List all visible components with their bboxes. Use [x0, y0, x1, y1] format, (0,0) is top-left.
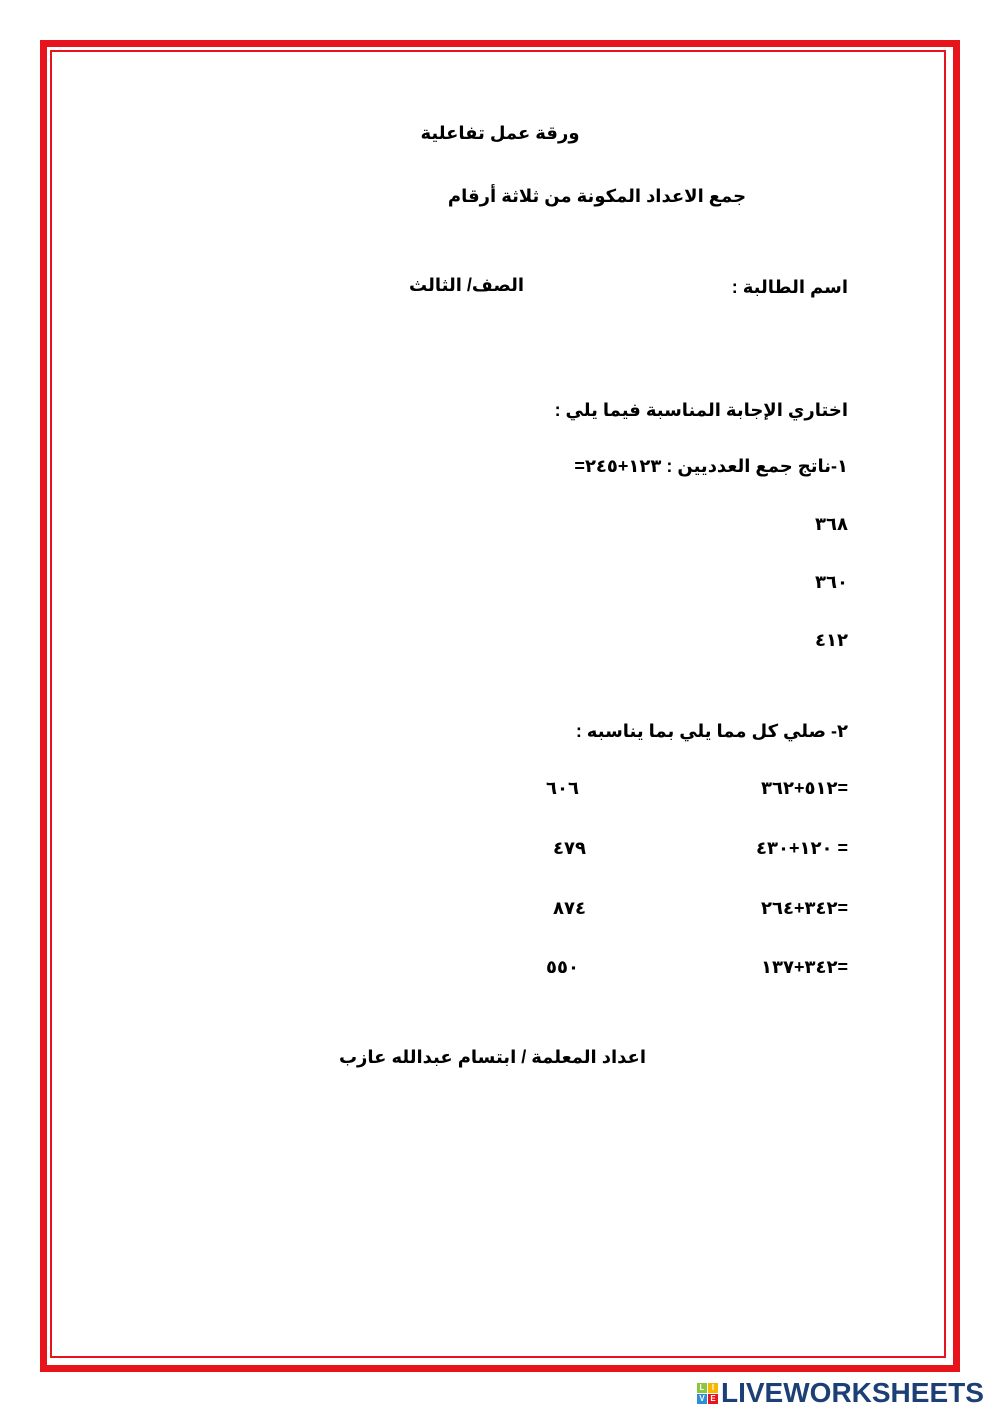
logo-block: V [697, 1394, 707, 1404]
logo-block: L [697, 1383, 707, 1393]
logo-block: I [708, 1383, 718, 1393]
page-border-inner [50, 50, 946, 1358]
q1-option[interactable]: ٣٦٨ [815, 514, 848, 534]
teacher-credit: اعداد المعلمة / ابتسام عبدالله عازب [338, 1047, 646, 1067]
match-left-item[interactable]: =٣٤٢+١٣٧ [761, 957, 848, 977]
student-name-label: اسم الطالبة : [731, 277, 848, 297]
worksheet-title: ورقة عمل تفاعلية [420, 123, 580, 143]
q2-instruction: ٢- صلي كل مما يلي بما يناسبه : [575, 721, 848, 741]
q1-question: ١-ناتج جمع العدديين : ١٢٣+٢٤٥= [574, 456, 848, 476]
liveworksheets-logo [697, 1378, 984, 1408]
worksheet-subtitle: جمع الاعداد المكونة من ثلاثة أرقام [447, 186, 747, 206]
q1-option[interactable]: ٣٦٠ [815, 572, 848, 592]
match-right-item[interactable]: ٦٠٦ [546, 778, 579, 798]
logo-blocks-icon [697, 1383, 718, 1404]
match-left-item[interactable]: =٣٤٢+٢٦٤ [761, 898, 848, 918]
match-right-item[interactable]: ٤٧٩ [553, 838, 586, 858]
logo-block: E [708, 1394, 718, 1404]
q1-instruction: اختاري الإجابة المناسبة فيما يلي : [554, 400, 848, 420]
match-right-item[interactable]: ٨٧٤ [553, 898, 586, 918]
q1-option[interactable]: ٤١٢ [815, 630, 848, 650]
match-left-item[interactable]: =٥١٢+٣٦٢ [761, 778, 848, 798]
grade-label: الصف/ الثالث [409, 275, 524, 295]
logo-text: LIVEWORKSHEETS [721, 1377, 984, 1408]
match-left-item[interactable]: = ١٢٠+٤٣٠ [756, 838, 848, 858]
match-right-item[interactable]: ٥٥٠ [546, 957, 579, 977]
